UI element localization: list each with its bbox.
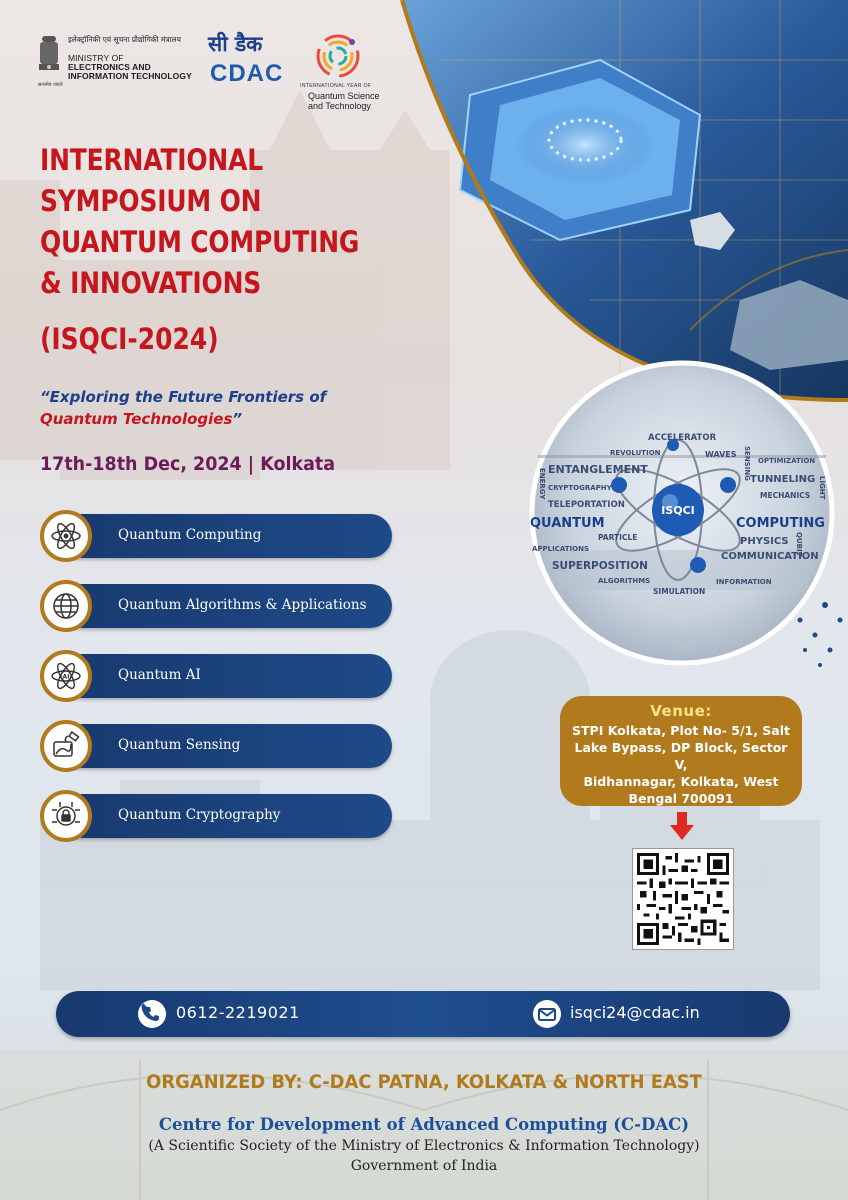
wc-entanglement: ENTANGLEMENT bbox=[548, 463, 648, 476]
venue-title: Venue: bbox=[650, 702, 712, 720]
ministry-logo bbox=[36, 32, 196, 90]
globe-network-icon bbox=[40, 580, 92, 632]
topic-label: Quantum Sensing bbox=[118, 737, 241, 753]
wc-algorithms: ALGORITHMS bbox=[598, 577, 651, 585]
topic-bar bbox=[60, 654, 392, 698]
wc-cryptography: CRYPTOGRAPHY bbox=[548, 484, 612, 492]
contact-phone[interactable]: 0612-2219021 bbox=[176, 1003, 300, 1022]
organizer-government: Government of India bbox=[350, 1158, 498, 1174]
iyq-line-3: and Technology bbox=[308, 101, 371, 111]
emblem-motto: सत्यमेव जयते bbox=[38, 82, 63, 88]
title-line-2: SYMPOSIUM ON bbox=[40, 184, 262, 218]
ministry-hindi-name: इलेक्ट्रॉनिकी एवं सूचना प्रौद्योगिकी मंत्रालय bbox=[68, 35, 181, 44]
quantum-wordcloud-graphic bbox=[518, 360, 848, 666]
cdac-latin-wordmark: CDAC bbox=[210, 60, 284, 87]
wc-light: LIGHT bbox=[818, 476, 826, 500]
wc-communication: COMMUNICATION bbox=[721, 551, 819, 562]
ministry-name-line-1: MINISTRY OF bbox=[68, 53, 124, 63]
topic-item-quantum-computing bbox=[40, 512, 392, 560]
wc-energy: ENERGY bbox=[538, 468, 546, 500]
wc-quantum: QUANTUM bbox=[530, 516, 605, 531]
tagline-highlight: Quantum Technologies bbox=[40, 410, 233, 428]
wc-simulation: SIMULATION bbox=[653, 587, 706, 596]
topic-item-quantum-sensing bbox=[40, 722, 392, 770]
topic-item-quantum-algorithms bbox=[40, 582, 392, 630]
event-dates: 17th-18th Dec, 2024 | Kolkata bbox=[40, 453, 336, 475]
phone-icon bbox=[138, 1000, 166, 1028]
wc-qubit: QUBIT bbox=[795, 532, 803, 557]
cdac-logo bbox=[206, 30, 286, 90]
lock-circuit-icon bbox=[40, 790, 92, 842]
venue-address-line-1: STPI Kolkata, Plot No- 5/1, Salt bbox=[572, 723, 790, 738]
venue-box bbox=[560, 696, 802, 806]
title-line-3: QUANTUM COMPUTING bbox=[40, 225, 360, 259]
wc-waves: WAVES bbox=[705, 450, 737, 459]
atom-icon bbox=[40, 510, 92, 562]
arrow-down-icon bbox=[670, 812, 694, 840]
electron bbox=[720, 477, 736, 493]
title-line-4: & INNOVATIONS bbox=[40, 266, 262, 300]
wc-teleportation: TELEPORTATION bbox=[548, 500, 625, 510]
mail-icon bbox=[533, 1000, 561, 1028]
satellite-sensor-icon bbox=[40, 720, 92, 772]
topic-label: Quantum Computing bbox=[118, 527, 262, 543]
cdac-hindi-wordmark: सी डैक bbox=[208, 32, 263, 56]
electron bbox=[690, 557, 706, 573]
tagline-line-1: “Exploring the Future Frontiers of bbox=[40, 388, 327, 406]
event-acronym: (ISQCI-2024) bbox=[40, 322, 219, 356]
wc-applications: APPLICATIONS bbox=[532, 545, 589, 553]
qr-code-icon bbox=[637, 853, 729, 945]
wc-tunneling: TUNNELING bbox=[750, 474, 816, 485]
event-tagline bbox=[40, 386, 360, 430]
wc-physics: PHYSICS bbox=[740, 536, 789, 547]
electron bbox=[611, 477, 627, 493]
iyq-line-2: Quantum Science bbox=[308, 91, 380, 101]
organizer-name: Centre for Development of Advanced Computing (C-DAC) bbox=[158, 1115, 690, 1134]
wc-particle: PARTICLE bbox=[598, 533, 638, 542]
event-title bbox=[40, 140, 367, 304]
wc-superposition: SUPERPOSITION bbox=[552, 560, 648, 572]
topic-item-quantum-ai bbox=[40, 652, 392, 700]
wc-sensing: SENSING bbox=[743, 446, 751, 481]
venue-address-line-2: Lake Bypass, DP Block, Sector V, bbox=[574, 740, 788, 772]
iyq-line-1: INTERNATIONAL YEAR OF bbox=[300, 83, 372, 89]
wc-information: INFORMATION bbox=[716, 578, 772, 586]
wc-center: ISQCI bbox=[661, 504, 695, 517]
iyq-swirl-icon bbox=[312, 30, 364, 82]
topic-label: Quantum AI bbox=[118, 667, 201, 683]
contact-email[interactable]: isqci24@cdac.in bbox=[570, 1003, 700, 1022]
tagline-close-quote: ” bbox=[232, 410, 243, 428]
organized-by: ORGANIZED BY: C-DAC PATNA, KOLKATA & NORTH EAST bbox=[146, 1071, 702, 1093]
qr-code[interactable] bbox=[632, 848, 734, 950]
wc-accelerator: ACCELERATOR bbox=[648, 433, 717, 443]
topic-label: Quantum Cryptography bbox=[118, 807, 281, 823]
wc-computing: COMPUTING bbox=[736, 516, 825, 531]
ministry-name-line-3: INFORMATION TECHNOLOGY bbox=[68, 71, 192, 81]
title-line-1: INTERNATIONAL bbox=[40, 143, 263, 177]
iyq-logo bbox=[300, 30, 400, 120]
wc-revolution: REVOLUTION bbox=[610, 449, 661, 457]
topic-label: Quantum Algorithms & Applications bbox=[118, 597, 367, 613]
wc-optimization: OPTIMIZATION bbox=[758, 457, 816, 465]
organizer-description: (A Scientific Society of the Ministry of Electronics & Information Technology) bbox=[148, 1138, 700, 1154]
venue-address-line-3: Bidhannagar, Kolkata, West bbox=[583, 774, 779, 789]
svg-text:AI: AI bbox=[62, 673, 70, 681]
contact-bar bbox=[56, 991, 790, 1037]
ai-atom-icon bbox=[40, 650, 92, 702]
ministry-name-line-2: ELECTRONICS AND bbox=[68, 62, 151, 72]
topic-item-quantum-cryptography bbox=[40, 792, 392, 840]
venue-address bbox=[560, 722, 802, 807]
venue-address-line-4: Bengal 700091 bbox=[628, 791, 734, 806]
wc-mechanics: MECHANICS bbox=[760, 491, 811, 500]
